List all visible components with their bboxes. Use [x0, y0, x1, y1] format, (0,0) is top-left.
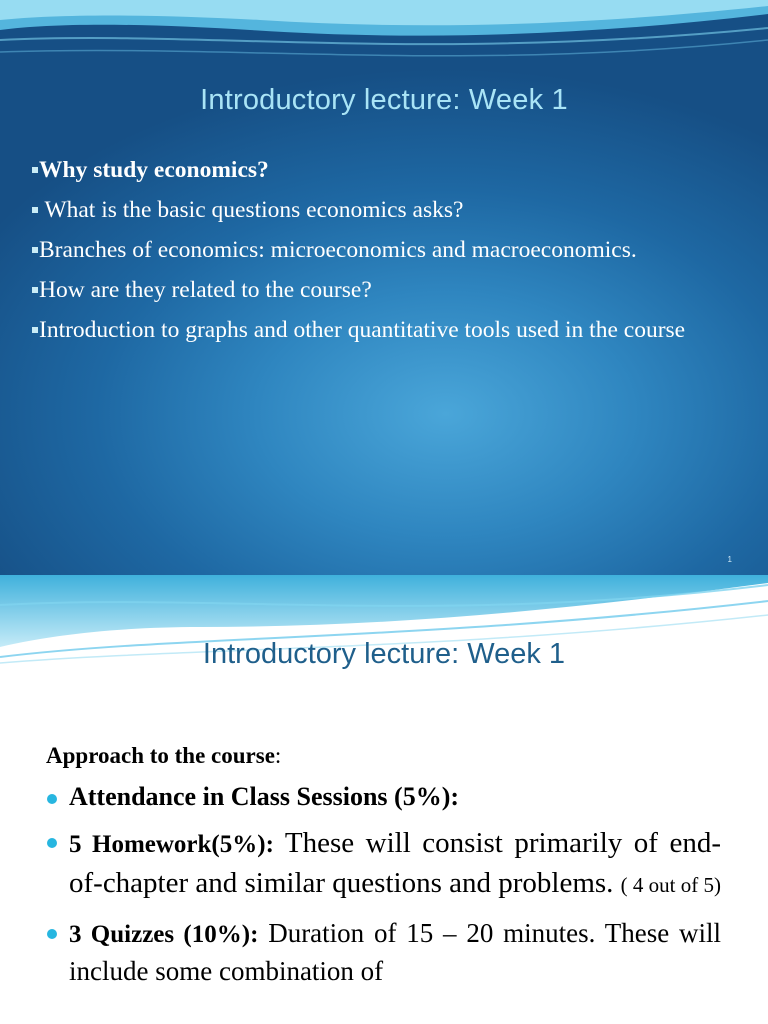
square-bullet-icon — [32, 287, 38, 293]
list-item — [32, 194, 732, 226]
square-bullet-icon — [32, 167, 38, 173]
bullet-text: Why study economics? — [39, 157, 269, 183]
header-wave-decoration — [0, 0, 768, 95]
list-item — [32, 154, 732, 186]
bullet-dot-icon — [47, 929, 57, 939]
bullet-text: Introduction to graphs and other quantitative tools used in the course — [39, 317, 686, 343]
item-heading: 3 Quizzes (10%): — [69, 921, 259, 948]
list-item — [46, 915, 721, 990]
item-heading: Attendance in Class Sessions (5%): — [69, 782, 460, 811]
square-bullet-icon — [32, 247, 38, 253]
approach-label: Approach to the course — [46, 743, 275, 768]
list-item — [32, 274, 732, 306]
page-number: 1 — [727, 555, 732, 564]
list-item — [46, 780, 721, 814]
bullet-text: Branches of economics: microeconomics and macroeconomics. — [39, 237, 637, 263]
slide-title: Introductory lecture: Week 1 — [202, 638, 566, 670]
approach-heading — [46, 743, 281, 769]
item-note: ( 4 out of 5) — [620, 873, 721, 897]
item-text: Duration of 15 – 20 minutes. These will include some combination of — [69, 918, 721, 986]
bullet-text: How are they related to the course? — [39, 277, 372, 303]
bullet-text: What is the basic questions economics asks? — [39, 197, 464, 223]
bullet-dot-icon — [47, 838, 57, 848]
square-bullet-icon — [32, 327, 38, 333]
slide-title: Introductory lecture: Week 1 — [200, 84, 568, 116]
list-item — [32, 234, 732, 266]
bullet-dot-icon — [47, 794, 57, 804]
square-bullet-icon — [32, 207, 38, 213]
list-item — [46, 824, 721, 905]
slide-2 — [0, 575, 768, 1024]
item-text: These will consist primarily of end-of-chapter and similar questions and problems. — [69, 827, 721, 899]
item-heading: 5 Homework(5%): — [69, 831, 274, 858]
bullet-list — [32, 154, 732, 354]
list-item — [32, 314, 732, 346]
grading-list — [46, 780, 721, 1000]
approach-colon: : — [274, 743, 282, 768]
